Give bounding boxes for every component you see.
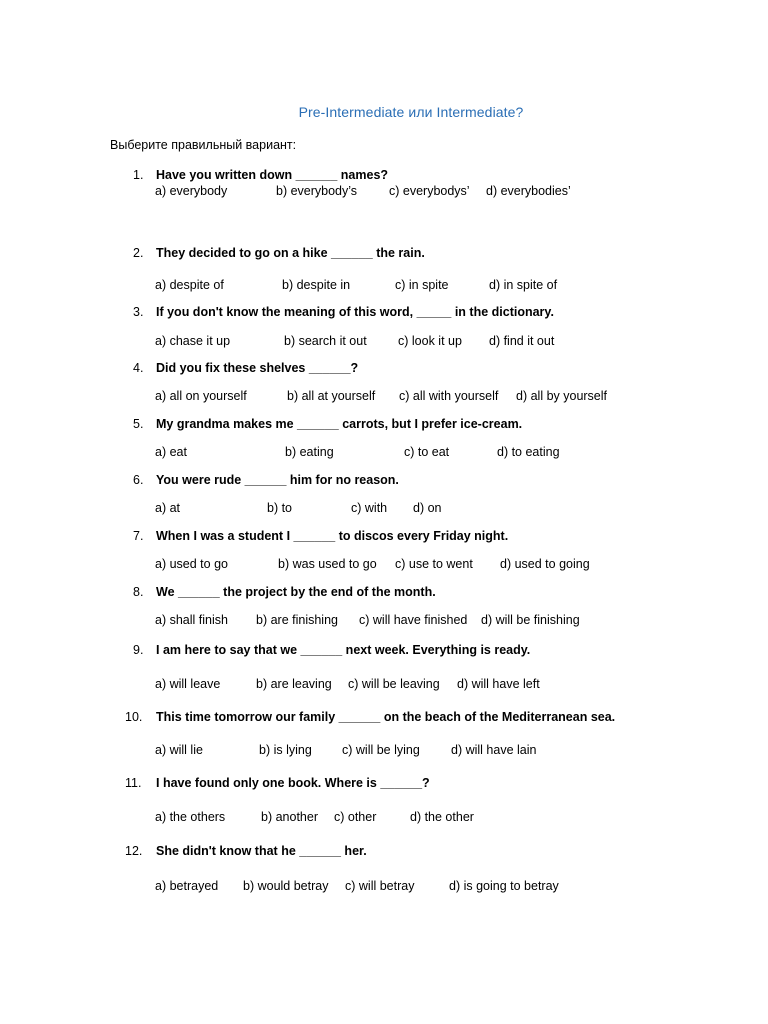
answer-option-c: c) with xyxy=(351,501,388,515)
question-number: 12. xyxy=(125,844,143,858)
answer-option-d: d) find it out xyxy=(489,334,555,348)
answer-option-d: d) to eating xyxy=(497,445,560,459)
question-number: 8. xyxy=(133,585,144,599)
answer-option-a: a) will lie xyxy=(155,743,203,757)
answer-option-a: a) everybody xyxy=(155,184,228,198)
question-text: My grandma makes me ______ carrots, but I prefer ice-cream. xyxy=(156,417,523,431)
question-text: When I was a student I ______ to discos every Friday night. xyxy=(156,529,509,543)
answer-option-a: a) shall finish xyxy=(155,613,228,627)
question-number: 11. xyxy=(125,776,142,790)
answer-option-a: a) will leave xyxy=(155,677,221,691)
instruction-text: Выберите правильный вариант: xyxy=(110,138,297,152)
question-text: We ______ the project by the end of the month. xyxy=(156,585,436,599)
answer-option-c: c) everybodys’ xyxy=(389,184,470,198)
answer-option-d: d) will be finishing xyxy=(481,613,580,627)
answer-option-a: a) chase it up xyxy=(155,334,231,348)
answer-option-c: c) will have finished xyxy=(359,613,468,627)
answer-option-b: b) all at yourself xyxy=(287,389,376,403)
question-text: Did you fix these shelves ______? xyxy=(156,361,359,375)
answer-option-d: d) is going to betray xyxy=(449,879,559,893)
answer-option-b: b) to xyxy=(267,501,293,515)
answer-option-b: b) are leaving xyxy=(256,677,332,691)
answer-option-a: a) all on yourself xyxy=(155,389,247,403)
answer-option-c: c) other xyxy=(334,810,377,824)
question-text: They decided to go on a hike ______ the rain. xyxy=(156,246,425,260)
question-text: This time tomorrow our family ______ on the beach of the Mediterranean sea. xyxy=(156,710,616,724)
answer-option-c: c) will be leaving xyxy=(348,677,440,691)
question-number: 4. xyxy=(133,361,144,375)
answer-option-c: c) to eat xyxy=(404,445,450,459)
question-number: 5. xyxy=(133,417,144,431)
question-number: 10. xyxy=(125,710,143,724)
question-text: Have you written down ______ names? xyxy=(156,168,389,182)
answer-option-d: d) everybodies’ xyxy=(486,184,571,198)
answer-option-b: b) was used to go xyxy=(278,557,377,571)
question-number: 6. xyxy=(133,473,144,487)
answer-option-b: b) another xyxy=(261,810,318,824)
answer-option-c: c) will be lying xyxy=(342,743,420,757)
answer-option-a: a) at xyxy=(155,501,181,515)
answer-option-d: d) will have lain xyxy=(451,743,537,757)
answer-option-b: b) eating xyxy=(285,445,334,459)
question-text: I have found only one book. Where is ______? xyxy=(156,776,430,790)
answer-option-c: c) look it up xyxy=(398,334,462,348)
answer-option-a: a) used to go xyxy=(155,557,228,571)
answer-option-d: d) used to going xyxy=(500,557,590,571)
question-number: 3. xyxy=(133,305,144,319)
answer-option-c: c) in spite xyxy=(395,278,449,292)
question-number: 2. xyxy=(133,246,144,260)
answer-option-b: b) everybody’s xyxy=(276,184,358,198)
question-text: You were rude ______ him for no reason. xyxy=(156,473,399,487)
document-title: Pre-Intermediate или Intermediate? xyxy=(298,104,524,120)
answer-option-a: a) eat xyxy=(155,445,187,459)
answer-option-d: d) the other xyxy=(410,810,474,824)
answer-option-b: b) are finishing xyxy=(256,613,338,627)
answer-option-b: b) search it out xyxy=(284,334,367,348)
question-number: 9. xyxy=(133,643,144,657)
answer-option-c: c) all with yourself xyxy=(399,389,499,403)
answer-option-a: a) despite of xyxy=(155,278,224,292)
question-text: If you don't know the meaning of this word, _____ in the dictionary. xyxy=(156,305,554,319)
answer-option-d: d) on xyxy=(413,501,442,515)
question-text: She didn't know that he ______ her. xyxy=(156,844,367,858)
question-text: I am here to say that we ______ next week. Everything is ready. xyxy=(156,643,531,657)
answer-option-d: d) in spite of xyxy=(489,278,558,292)
answer-option-b: b) despite in xyxy=(282,278,351,292)
answer-option-d: d) all by yourself xyxy=(516,389,608,403)
answer-option-d: d) will have left xyxy=(457,677,540,691)
answer-option-a: a) the others xyxy=(155,810,226,824)
answer-option-c: c) use to went xyxy=(395,557,473,571)
question-number: 7. xyxy=(133,529,144,543)
answer-option-c: c) will betray xyxy=(345,879,415,893)
answer-option-b: b) would betray xyxy=(243,879,329,893)
answer-option-b: b) is lying xyxy=(259,743,312,757)
answer-option-a: a) betrayed xyxy=(155,879,219,893)
question-number: 1. xyxy=(133,168,144,182)
